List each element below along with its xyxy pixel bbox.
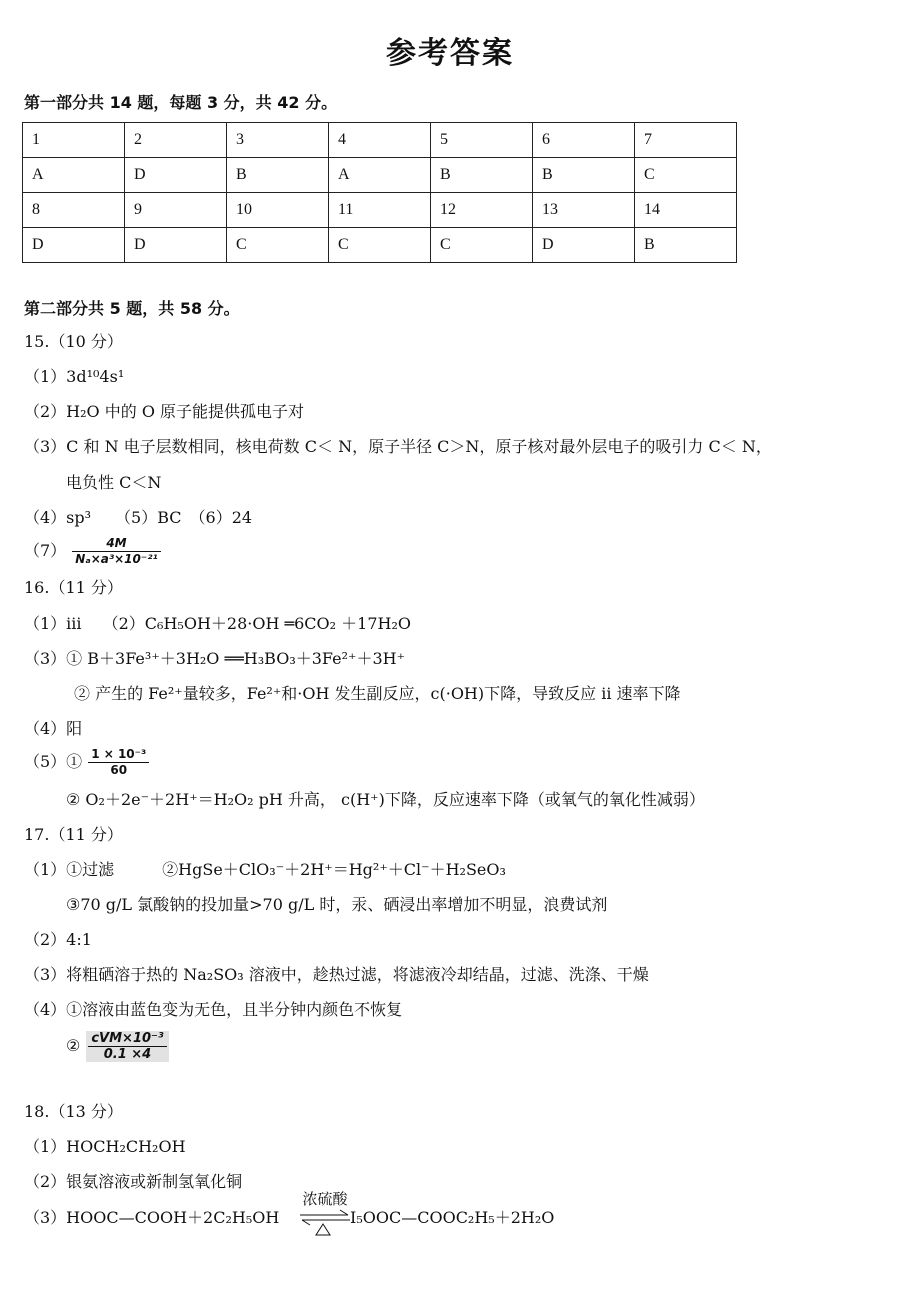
- question-number-cell: 3: [227, 123, 329, 158]
- answer-cell: A: [23, 158, 125, 193]
- part2-heading: 第二部分共 5 题，共 58 分。: [24, 299, 240, 318]
- answer-row: [23, 158, 737, 193]
- question-number-cell: 13: [533, 193, 635, 228]
- answer-cell: D: [125, 158, 227, 193]
- fraction-denominator: Nₐ×a³×10⁻²¹: [75, 552, 158, 566]
- q18-heading: 18.（13 分）: [24, 1102, 123, 1121]
- q15-answer-3-line2: 电负性 C＜N: [66, 473, 162, 492]
- q15-answer-3-line1: （3）C 和 N 电子层数相同，核电荷数 C＜ N，原子半径 C＞N，原子核对最外层电子的吸引力 C＜ N，: [24, 437, 772, 456]
- answer-row: [23, 228, 737, 263]
- fraction-numerator: 4M: [72, 536, 161, 552]
- q15-answer-7-label: （7）: [24, 541, 67, 560]
- q17-answer-4-2-fraction: [86, 1031, 168, 1062]
- q15-answer-4-6: （4）sp³ （5）BC （6）24: [24, 508, 253, 527]
- q17-answer-4-2: [66, 1024, 169, 1068]
- q18-answer-3-left: （3）HOOC—COOH＋2C₂H₅OH: [24, 1208, 280, 1227]
- q16-answer-5-1: [24, 745, 149, 779]
- q17-answer-4-2-label: ②: [66, 1036, 81, 1055]
- question-number-cell: 1: [23, 123, 125, 158]
- q17-answer-1-3: ③70 g/L 氯酸钠的投加量>70 g/L 时，汞、硒浸出率增加不明显，浪费试剂: [66, 895, 608, 914]
- q16-heading: 16.（11 分）: [24, 578, 123, 597]
- answer-cell: D: [23, 228, 125, 263]
- q17-answer-4-1: （4）①溶液由蓝色变为无色，且半分钟内颜色不恢复: [24, 1000, 403, 1019]
- question-number-cell: 2: [125, 123, 227, 158]
- q17-answer-1: （1）①过滤 ②HgSe＋ClO₃⁻＋2H⁺＝Hg²⁺＋Cl⁻＋H₂SeO₃: [24, 860, 506, 879]
- q16-answer-3-1: （3）① B＋3Fe³⁺＋3H₂O ══H₃BO₃＋3Fe²⁺＋3H⁺: [24, 649, 406, 668]
- answer-cell: C: [227, 228, 329, 263]
- q15-heading: 15.（10 分）: [24, 332, 123, 351]
- q18-answer-2: （2）银氨溶液或新制氢氧化铜: [24, 1172, 243, 1191]
- question-number-cell: 5: [431, 123, 533, 158]
- answer-cell: C: [329, 228, 431, 263]
- page-title: 参考答案: [386, 36, 514, 71]
- q15-answer-7-fraction: [72, 536, 161, 567]
- q15-answer-7: [24, 534, 161, 568]
- answer-cell: B: [635, 228, 737, 263]
- question-number-cell: 6: [533, 123, 635, 158]
- q16-answer-4: （4）阳: [24, 719, 83, 738]
- part1-heading: 第一部分共 14 题，每题 3 分，共 42 分。: [24, 93, 338, 112]
- q16-answer-5-label: （5）①: [24, 752, 83, 771]
- q17-answer-2: （2）4:1: [24, 930, 92, 949]
- question-number-cell: 7: [635, 123, 737, 158]
- answer-table: [22, 122, 737, 263]
- question-number-cell: 12: [431, 193, 533, 228]
- q17-heading: 17.（11 分）: [24, 825, 123, 844]
- answer-cell: B: [431, 158, 533, 193]
- q16-answer-5-2: ② O₂＋2e⁻＋2H⁺＝H₂O₂ pH 升高， c(H⁺)下降，反应速率下降（或氧气的氧化性减弱）: [66, 790, 705, 809]
- q16-answer-1-2: （1）iii （2）C₆H₅OH＋28·OH ═6CO₂ ＋17H₂O: [24, 614, 412, 633]
- q18-answer-3-right: I₅OOC—COOC₂H₅＋2H₂O: [350, 1208, 555, 1227]
- fraction-numerator: cVM×10⁻³: [88, 1031, 166, 1047]
- answer-cell: B: [533, 158, 635, 193]
- question-number-cell: 4: [329, 123, 431, 158]
- answer-cell: C: [635, 158, 737, 193]
- question-number-cell: 14: [635, 193, 737, 228]
- answer-cell: D: [125, 228, 227, 263]
- question-number-cell: 11: [329, 193, 431, 228]
- q17-answer-3: （3）将粗硒溶于热的 Na₂SO₃ 溶液中，趁热过滤，将滤液冷却结晶，过滤、洗涤、干燥: [24, 965, 649, 984]
- question-number-cell: 10: [227, 193, 329, 228]
- q15-answer-1: （1）3d¹⁰4s¹: [24, 367, 125, 386]
- question-number-row: [23, 123, 737, 158]
- question-number-row: [23, 193, 737, 228]
- q16-answer-5-fraction: [88, 747, 149, 778]
- question-number-cell: 9: [125, 193, 227, 228]
- fraction-denominator: 60: [110, 763, 128, 777]
- q18-answer-1: （1）HOCH₂CH₂OH: [24, 1137, 186, 1156]
- fraction-numerator: 1 × 10⁻³: [88, 747, 149, 763]
- answer-cell: A: [329, 158, 431, 193]
- reversible-arrow: [296, 1188, 354, 1238]
- answer-cell: B: [227, 158, 329, 193]
- answer-cell: D: [533, 228, 635, 263]
- fraction-denominator: 0.1 ×4: [103, 1047, 152, 1062]
- q15-answer-2: （2）H₂O 中的 O 原子能提供孤电子对: [24, 402, 305, 421]
- answer-cell: C: [431, 228, 533, 263]
- question-number-cell: 8: [23, 193, 125, 228]
- equilibrium-arrow-icon: [296, 1208, 354, 1236]
- reaction-condition: 浓硫酸: [302, 1190, 348, 1208]
- q16-answer-3-2: ② 产生的 Fe²⁺量较多，Fe²⁺和·OH 发生副反应，c(·OH)下降，导致反应 ii 速率下降: [74, 684, 681, 703]
